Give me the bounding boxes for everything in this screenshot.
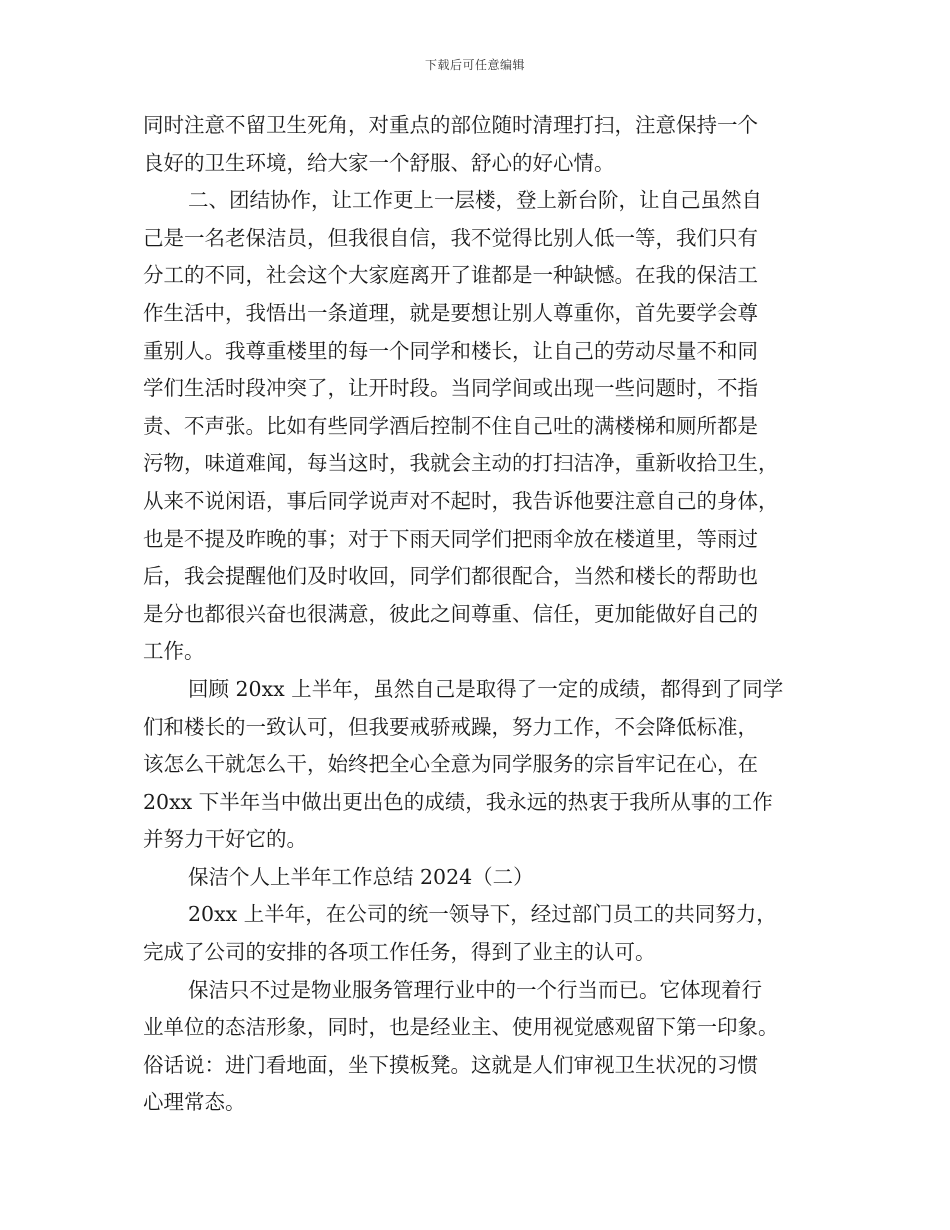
text-line: 保洁个人上半年工作总结 2024（二） (188, 864, 534, 889)
text-line: 责、不声张。比如有些同学酒后控制不住自己吐的满楼梯和厕所都是 (143, 413, 758, 438)
text-line: 同时注意不留卫生死角，对重点的部位随时清理打扫，注意保持一个 (143, 113, 758, 137)
text-line: 20xx 上半年，在公司的统一领导下，经过部门员工的共同努力， (188, 902, 777, 927)
text-line: 学们生活时段冲突了，让开时段。当同学间或出现一些问题时，不指 (143, 376, 758, 401)
text-line: 己是一名老保洁员，但我很自信，我不觉得比别人低一等，我们只有 (143, 225, 758, 250)
text-line: 完成了公司的安排的各项工作任务，得到了业主的认可。 (143, 940, 656, 965)
text-line: 作生活中，我悟出一条道理，就是要想让别人尊重你，首先要学会尊 (143, 300, 758, 325)
text-line: 该怎么干就怎么干，始终把全心全意为同学服务的宗旨牢记在心，在 (143, 752, 758, 777)
text-line: 污物，味道难闻，每当这时，我就会主动的打扫洁净，重新收拾卫生， (143, 451, 779, 476)
text-line: 良好的卫生环境，给大家一个舒服、舒心的好心情。 (143, 150, 615, 175)
text-line: 分工的不同，社会这个大家庭离开了谁都是一种缺憾。在我的保洁工 (143, 263, 758, 288)
text-line: 是分也都很兴奋也很满意，彼此之间尊重、信任，更加能做好自己的 (143, 601, 758, 626)
text-line: 二、团结协作，让工作更上一层楼，登上新台阶，让自己虽然自 (188, 188, 762, 213)
text-line: 工作。 (143, 639, 205, 664)
text-line: 也是不提及昨晚的事；对于下雨天同学们把雨伞放在楼道里，等雨过 (143, 526, 758, 551)
text-line: 心理常态。 (143, 1090, 246, 1115)
text-line: 并努力干好它的。 (143, 827, 307, 852)
text-line: 俗话说：进门看地面，坐下摸板凳。这就是人们审视卫生状况的习惯 (143, 1052, 758, 1077)
text-line: 重别人。我尊重楼里的每一个同学和楼长，让自己的劳动尽量不和同 (143, 338, 758, 363)
text-line: 后，我会提醒他们及时收回，同学们都很配合，当然和楼长的帮助也 (143, 564, 758, 589)
document-body (143, 107, 808, 1122)
text-line: 保洁只不过是物业服务管理行业中的一个行当而已。它体现着行 (188, 977, 762, 1002)
text-line: 回顾 20xx 上半年，虽然自己是取得了一定的成绩，都得到了同学 (188, 676, 784, 701)
text-line: 们和楼长的一致认可，但我要戒骄戒躁，努力工作，不会降低标准， (143, 714, 758, 739)
text-line: 从来不说闲语，事后同学说声对不起时，我告诉他要注意自己的身体， (143, 488, 779, 513)
text-line: 20xx 下半年当中做出更出色的成绩，我永远的热衷于我所从事的工作 (143, 789, 773, 814)
text-line: 业单位的态洁形象，同时，也是经业主、使用视觉感观留下第一印象。 (143, 1015, 779, 1040)
page-header: 下载后可任意编辑 (424, 58, 525, 72)
